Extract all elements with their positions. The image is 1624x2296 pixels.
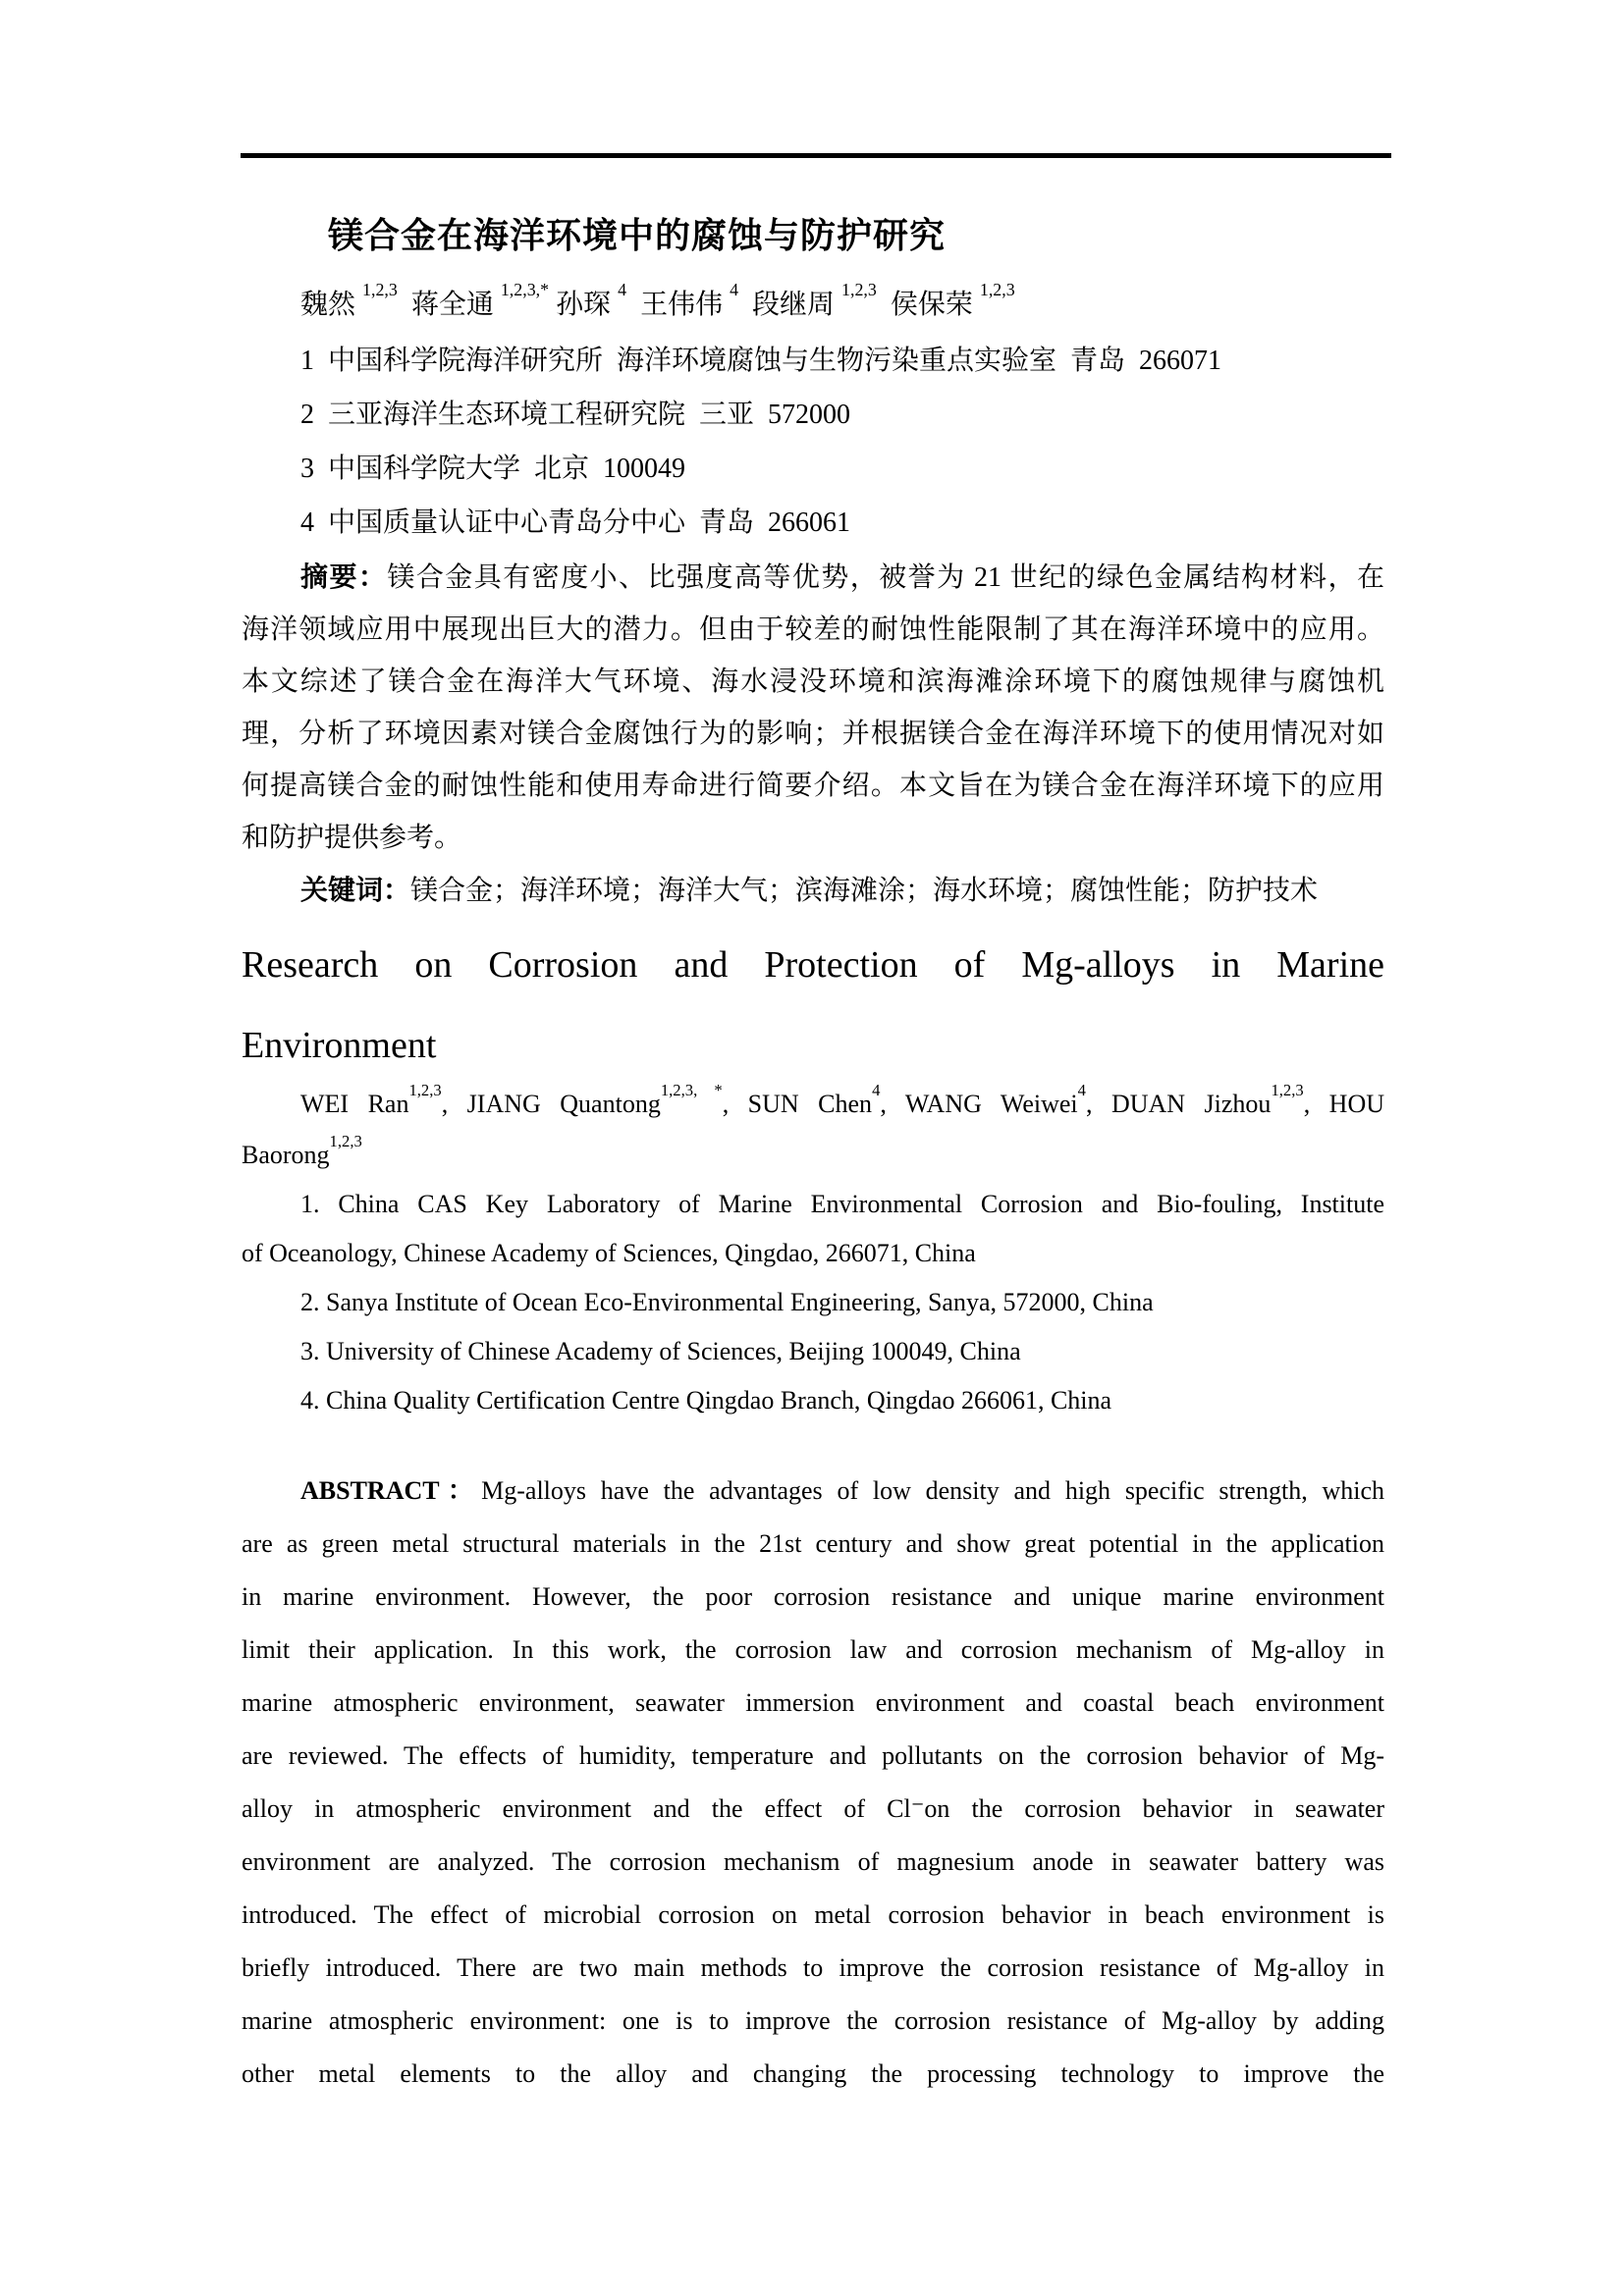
- english-title: [242, 925, 1384, 1086]
- chinese-abstract: [242, 552, 1384, 864]
- chinese-abstract-line: 理，分析了环境因素对镁合金腐蚀行为的影响；并根据镁合金在海洋环境下的使用情况对如: [242, 719, 1384, 749]
- english-author-line: Baorong$^{1,2,3}$: [242, 1131, 362, 1169]
- chinese-keywords: [242, 865, 1384, 917]
- english-abstract-line: introduced. The effect of microbial corrosion on metal corrosion behavior in beach environment is: [242, 1900, 1384, 1929]
- english-abstract-line: are reviewed. The effects of humidity, temperature and pollutants on the corrosion behavior of Mg-: [242, 1741, 1384, 1770]
- chinese-authors: [242, 279, 1384, 331]
- header-rule: [241, 153, 1391, 158]
- english-abstract-line: environment are analyzed. The corrosion mechanism of magnesium anode in seawater battery was: [242, 1847, 1384, 1876]
- chinese-author-line: 魏然 $^{1,2,3}$ 蒋全通 $^{1,2,3,*}$ 孙琛 $^4$ 王伟伟 $^4$ 段继周 $^{1,2,3}$ 侯保荣 $^{1,2,3}$: [300, 279, 1015, 320]
- english-abstract: [242, 1465, 1384, 2101]
- english-abstract-line: in marine environment. However, the poor corrosion resistance and unique marine environment: [242, 1582, 1384, 1611]
- chinese-affiliation-line: 2 三亚海洋生态环境工程研究院 三亚 572000: [300, 400, 851, 430]
- chinese-abstract-line: 本文综述了镁合金在海洋大气环境、海水浸没环境和滨海滩涂环境下的腐蚀规律与腐蚀机: [242, 667, 1384, 697]
- english-affiliation-line: 1. China CAS Key Laboratory of Marine Environmental Corrosion and Bio-fouling, Institute: [300, 1190, 1384, 1218]
- english-title-line: Research on Corrosion and Protection of Mg-alloys in Marine: [242, 944, 1384, 986]
- english-affiliation-line: 2. Sanya Institute of Ocean Eco-Environmental Engineering, Sanya, 572000, China: [300, 1288, 1154, 1316]
- english-authors: [242, 1079, 1384, 1181]
- chinese-abstract-line: 和防护提供参考。: [242, 823, 462, 853]
- english-abstract-line: are as green metal structural materials in the 21st century and show great potential in the application: [242, 1529, 1384, 1558]
- chinese-affiliation-line: 1 中国科学院海洋研究所 海洋环境腐蚀与生物污染重点实验室 青岛 266071: [300, 346, 1222, 376]
- english-abstract-line: alloy in atmospheric environment and the effect of Cl⁻on the corrosion behavior in seawater: [242, 1794, 1384, 1823]
- chinese-affiliation-line: 4 中国质量认证中心青岛分中心 青岛 266061: [300, 507, 851, 538]
- english-title-line: Environment: [242, 1025, 437, 1066]
- english-abstract-line: limit their application. In this work, the corrosion law and corrosion mechanism of Mg-alloy in: [242, 1635, 1384, 1664]
- english-abstract-line: marine atmospheric environment: one is to improve the corrosion resistance of Mg-alloy by adding: [242, 2006, 1384, 2035]
- chinese-affiliation-line: 3 中国科学院大学 北京 100049: [300, 454, 686, 484]
- english-abstract-line: marine atmospheric environment, seawater immersion environment and coastal beach environment: [242, 1688, 1384, 1717]
- english-abstract-line: ABSTRACT：Mg-alloys have the advantages of low density and high specific strength, which: [300, 1476, 1385, 1505]
- chinese-affiliations: [242, 334, 1384, 550]
- english-affiliation-line: 4. China Quality Certification Centre Qingdao Branch, Qingdao 266061, China: [300, 1386, 1112, 1415]
- english-affiliations: [242, 1180, 1384, 1425]
- chinese-title: 镁合金在海洋环境中的腐蚀与防护研究: [328, 216, 947, 255]
- english-affiliation-line: 3. University of Chinese Academy of Sciences, Beijing 100049, China: [300, 1337, 1021, 1365]
- english-author-line: WEI Ran$^{1,2,3}$, JIANG Quantong$^{1,2,3, *}$, SUN Chen$^4$, WANG Weiwei$^4$, DUAN Jizhou$^{1,2,3}$, HOU: [300, 1080, 1384, 1118]
- english-abstract-line: other metal elements to the alloy and changing the processing technology to improve the: [242, 2059, 1384, 2088]
- chinese-abstract-line: 何提高镁合金的耐蚀性能和使用寿命进行简要介绍。本文旨在为镁合金在海洋环境下的应用: [242, 771, 1384, 801]
- chinese-abstract-line: 摘要：镁合金具有密度小、比强度高等优势，被誉为 21 世纪的绿色金属结构材料，在: [300, 562, 1384, 593]
- english-abstract-line: briefly introduced. There are two main methods to improve the corrosion resistance of Mg-alloy in: [242, 1953, 1384, 1982]
- chinese-keywords-line: 关键词：镁合金；海洋环境；海洋大气；滨海滩涂；海水环境；腐蚀性能；防护技术: [300, 876, 1319, 906]
- chinese-abstract-line: 海洋领域应用中展现出巨大的潜力。但由于较差的耐蚀性能限制了其在海洋环境中的应用。: [242, 614, 1384, 645]
- english-affiliation-line: of Oceanology, Chinese Academy of Sciences, Qingdao, 266071, China: [242, 1239, 976, 1267]
